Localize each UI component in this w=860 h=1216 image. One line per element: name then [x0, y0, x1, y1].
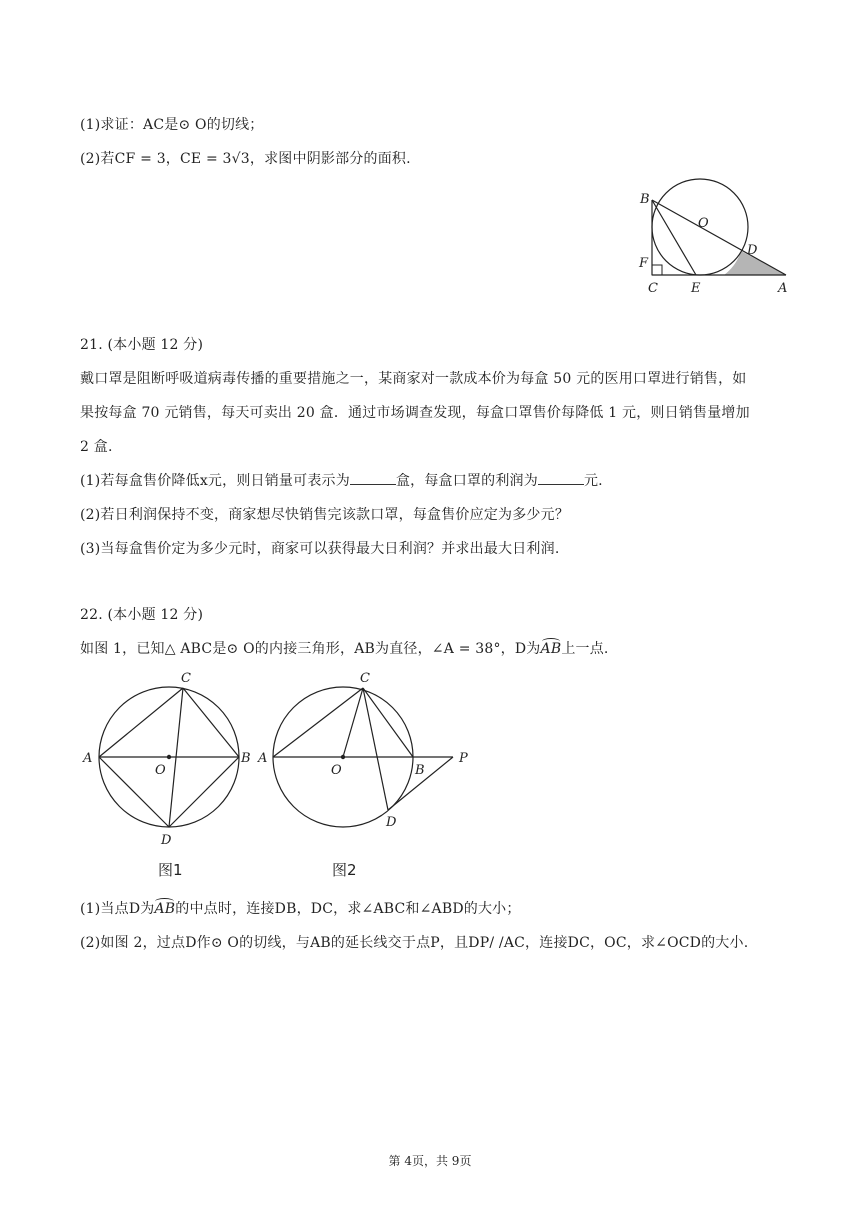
fig2-line-co: [343, 688, 363, 757]
q20-part1: (1)求证：AC是⊙ O的切线；: [80, 117, 264, 133]
fig1-line-db: [169, 757, 239, 827]
fig1-label-o: O: [155, 763, 166, 778]
q20-label-a: A: [778, 281, 788, 296]
fig2-line-ac: [273, 688, 363, 757]
q22-intro-text-a: 如图 1，已知△ ABC是⊙ O的内接三角形，AB为直径，∠A = 38°，D为: [80, 641, 541, 657]
q21-intro-line3: 2 盒.: [80, 439, 113, 455]
q20-right-angle-mark: [652, 265, 662, 275]
q21-part1: [80, 470, 603, 490]
fig1-center-dot: [167, 755, 171, 759]
fig1-line-cb: [183, 688, 239, 757]
page-footer: 第 4页，共 9页: [388, 1154, 472, 1168]
fig2-label-c: C: [360, 671, 370, 686]
fig2-label-a: A: [258, 751, 268, 766]
q21-part1-text-c: 元.: [583, 473, 603, 489]
q20-label-f: F: [639, 256, 649, 271]
fig2-center-dot: [341, 755, 345, 759]
fig1-label-a: A: [83, 751, 93, 766]
q22-figures: [70, 662, 490, 892]
q20-label-e: E: [691, 281, 701, 296]
q22-intro: [80, 638, 609, 658]
q22-figure-1: [82, 671, 251, 879]
q21-part1-text-b: 盒，每盒口罩的利润为: [395, 473, 538, 489]
q21-intro-line1: 戴口罩是阻断呼吸道病毒传播的重要措施之一，某商家对一款成本价为每盒 50 元的医用口罩进行销售，如: [80, 371, 747, 387]
fig1-caption: 图1: [158, 861, 183, 879]
q20-figure: [630, 168, 800, 298]
q22-intro-text-b: 上一点.: [561, 641, 609, 657]
q20-label-d: D: [747, 243, 758, 258]
q21-part1-text-a: (1)若每盒售价降低x元，则日销量可表示为: [80, 473, 350, 489]
q20-line-ba: [652, 200, 786, 275]
q22-part2: (2)如图 2，过点D作⊙ O的切线，与AB的延长线交于点P，且DP/ /AC，连接DC，OC，求∠OCD的大小.: [80, 935, 749, 951]
fig2-label-p: P: [459, 751, 468, 766]
q20-label-o: O: [698, 216, 709, 231]
q21-answer-blank-1: [350, 473, 396, 485]
fig1-label-c: C: [181, 671, 191, 686]
fig1-label-b: B: [241, 751, 251, 766]
q22-part1-arc-ab: AB: [154, 901, 176, 917]
q20-line-be: [652, 200, 696, 275]
q21-intro-line2: 果按每盒 70 元销售，每天可卖出 20 盒．通过市场调查发现，每盒口罩售价每降低 1 元，则日销售量增加: [80, 405, 750, 421]
q22-intro-arc-ab: AB: [540, 641, 562, 657]
q21-header: 21. (本小题 12 分): [80, 337, 204, 353]
fig2-label-o: O: [331, 763, 342, 778]
q22-figure-2: [257, 671, 468, 879]
q22-part1-text-a: (1)当点D为: [80, 901, 155, 917]
fig2-caption: 图2: [332, 861, 357, 879]
q20-label-c: C: [648, 281, 658, 296]
q22-part1: [80, 898, 521, 918]
fig2-label-b: B: [415, 763, 425, 778]
q22-header: 22. (本小题 12 分): [80, 607, 204, 623]
fig2-label-d: D: [386, 815, 397, 830]
fig1-label-d: D: [161, 833, 172, 848]
q22-part1-text-b: 的中点时，连接DB，DC，求∠ABC和∠ABD的大小；: [175, 901, 521, 917]
q20-label-b: B: [640, 192, 650, 207]
q21-answer-blank-2: [538, 473, 584, 485]
q21-part3: (3)当每盒售价定为多少元时，商家可以获得最大日利润？并求出最大日利润.: [80, 541, 560, 557]
fig1-line-ac: [99, 688, 183, 757]
fig2-line-cd: [363, 688, 388, 810]
q20-part2: (2)若CF = 3，CE = 3√3，求图中阴影部分的面积.: [80, 151, 411, 167]
q21-part2: (2)若日利润保持不变，商家想尽快销售完该款口罩，每盒售价应定为多少元？: [80, 507, 570, 523]
